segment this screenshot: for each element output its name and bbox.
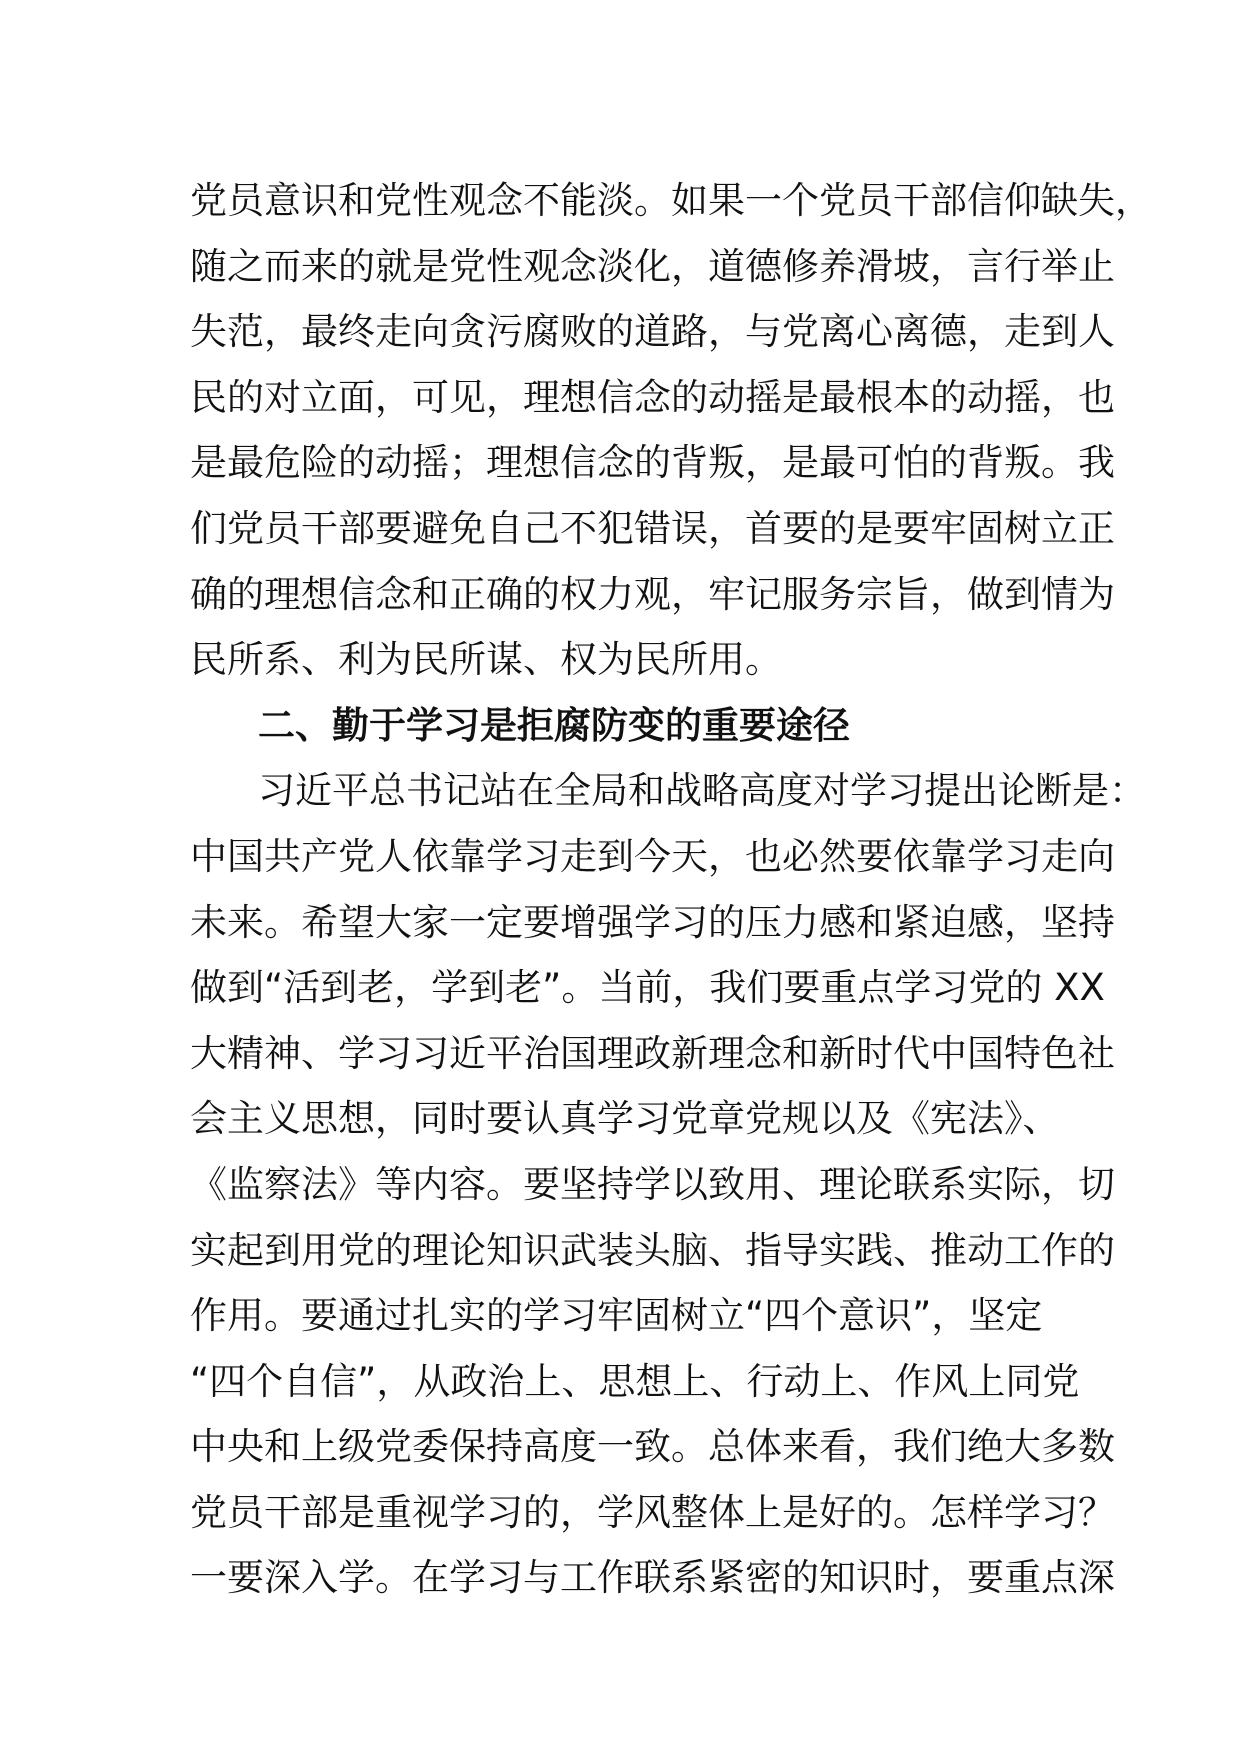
document-body: [190, 168, 1152, 1611]
paragraph-line: 是最危险的动摇；理想信念的背叛，是最可怕的背叛。我: [190, 441, 1115, 485]
paragraph-line: 会主义思想，同时要认真学习党章党规以及《宪法》、: [190, 1097, 1060, 1141]
paragraph-line: 作用。要通过扎实的学习牢固树立“四个意识”，坚定: [190, 1294, 1043, 1338]
paragraph-line: “四个自信”，从政治上、思想上、行动上、作风上同党: [190, 1359, 1080, 1403]
paragraph-line: 大精神、学习习近平治国理政新理念和新时代中国特色社: [190, 1031, 1115, 1075]
paragraph-line: 民所系、利为民所谋、权为民所用。: [190, 638, 782, 682]
paragraph-line: 中国共产党人依靠学习走到今天，也必然要依靠学习走向: [190, 834, 1115, 878]
paragraph-line: 们党员干部要避免自己不犯错误，首要的是要牢固树立正: [190, 506, 1115, 550]
paragraph-line: 实起到用党的理论知识武装头脑、指导实践、推动工作的: [190, 1228, 1115, 1272]
paragraph-line: 未来。希望大家一定要增强学习的压力感和紧迫感，坚持: [190, 900, 1115, 944]
paragraph-line: 党员意识和党性观念不能淡。如果一个党员干部信仰缺失，: [190, 179, 1152, 222]
paragraph-line: 民的对立面，可见，理想信念的动摇是最根本的动摇，也: [190, 375, 1115, 419]
section-heading: 二、勤于学习是拒腐防变的重要途径: [258, 703, 850, 747]
paragraph-line: 做到“活到老，学到老”。当前，我们要重点学习党的 XX: [190, 966, 1105, 1010]
paragraph-line: 失范，最终走向贪污腐败的道路，与党离心离德，走到人: [190, 310, 1115, 354]
paragraph-line: 《监察法》等内容。要坚持学以致用、理论联系实际，切: [190, 1162, 1115, 1206]
paragraph-line: 随之而来的就是党性观念淡化，道德修养滑坡，言行举止: [190, 244, 1115, 288]
paragraph-line: 一要深入学。在学习与工作联系紧密的知识时，要重点深: [190, 1556, 1115, 1600]
paragraph-line: 党员干部是重视学习的，学风整体上是好的。怎样学习？: [190, 1490, 1115, 1534]
paragraph-line: 中央和上级党委保持高度一致。总体来看，我们绝大多数: [190, 1425, 1115, 1469]
paragraph-line: 习近平总书记站在全局和战略高度对学习提出论断是：: [258, 769, 1146, 813]
paragraph-line: 确的理想信念和正确的权力观，牢记服务宗旨，做到情为: [190, 572, 1115, 616]
